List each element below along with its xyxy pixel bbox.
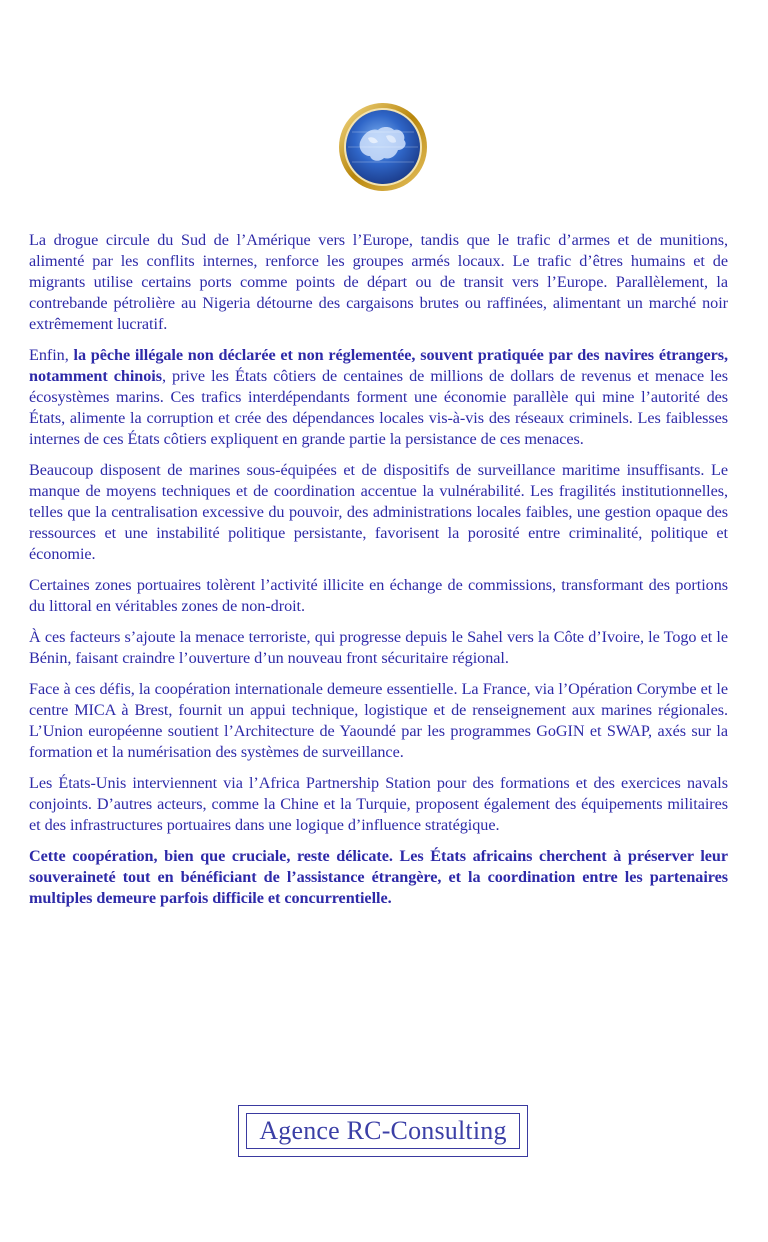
paragraph-illegal-fishing — [29, 345, 728, 450]
agency-stamp — [238, 1105, 528, 1157]
stamp-text: Agence RC-Consulting — [259, 1116, 507, 1145]
emphasis-illegal-fishing: la pêche illégale non déclarée et non réglementée, souvent pratiquée par des navires étrangers, notamment chinois — [29, 346, 728, 385]
paragraph-lead: Enfin, — [29, 346, 74, 364]
paragraph-conclusion — [29, 846, 728, 909]
paragraph-rest: , prive les États côtiers de centaines de millions de dollars de revenus et menace les écosystèmes marins. Ces trafics interdépendants forment une économie parallèle qui mine l’autorité des États, alimente la corruption et crée des dépendances locales vis-à-vis des réseaux criminels. Les faiblesses internes de ces États côtiers expliquent en grande partie la persistance de ces menaces. — [29, 367, 728, 448]
paragraph-terrorism: À ces facteurs s’ajoute la menace terroriste, qui progresse depuis le Sahel vers la Côte d’Ivoire, le Togo et le Bénin, faisant craindre l’ouverture d’un nouveau front sécuritaire régional. — [29, 628, 728, 667]
paragraph-trafficking: La drogue circule du Sud de l’Amérique vers l’Europe, tandis que le trafic d’armes et de munitions, alimenté par les conflits internes, renforce les groupes armés locaux. Le trafic d’êtres humains et de migrants utilise certains ports comme points de départ ou de transit vers l’Europe. Parallèlement, la contrebande pétrolière au Nigeria détourne des cargaisons brutes ou raffinées, alimentant un marché noir extrêmement lucratif. — [29, 231, 728, 333]
emphasis-conclusion: Cette coopération, bien que cruciale, reste délicate. Les États africains cherchent à préserver leur souveraineté tout en bénéficiant de l’assistance étrangère, et la coordination entre les partenaires multiples demeure parfois difficile et concurrentielle. — [29, 847, 728, 907]
paragraph-cooperation: Face à ces défis, la coopération internationale demeure essentielle. La France, via l’Opération Corymbe et le centre MICA à Brest, fournit un appui technique, logistique et de renseignement aux marines régionales. L’Union européenne soutient l’Architecture de Yaoundé par les programmes GoGIN et SWAP, axés sur la formation et la numérisation des systèmes de surveillance. — [29, 680, 728, 761]
paragraph-weaknesses: Beaucoup disposent de marines sous-équipées et de dispositifs de surveillance maritime insuffisants. Le manque de moyens techniques et de coordination accentue la vulnérabilité. Les fragilités institutionnelles, telles que la centralisation excessive du pouvoir, des administrations locales faibles, une gestion opaque des ressources et une instabilité politique persistante, favorisent la porosité entre criminalité, politique et économie. — [29, 461, 728, 563]
logo-emblem — [338, 102, 428, 192]
europe-map-emblem-icon — [338, 102, 428, 192]
paragraph-ports: Certaines zones portuaires tolèrent l’activité illicite en échange de commissions, transformant des portions du littoral en véritables zones de non-droit. — [29, 576, 728, 615]
stamp-inner-frame — [246, 1113, 520, 1149]
paragraph-other-actors: Les États-Unis interviennent via l’Africa Partnership Station pour des formations et des exercices navals conjoints. D’autres acteurs, comme la Chine et la Turquie, proposent également des équipements militaires et des infrastructures portuaires dans une logique d’influence stratégique. — [29, 774, 728, 834]
article-body — [29, 230, 728, 919]
